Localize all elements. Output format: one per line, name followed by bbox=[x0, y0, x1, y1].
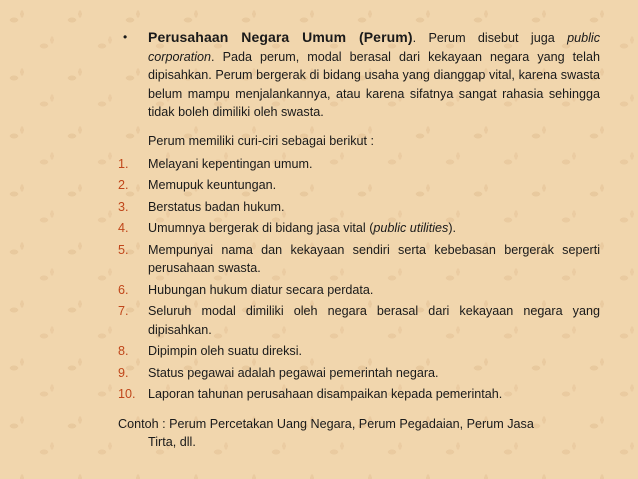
item-text: Dipimpin oleh suatu direksi. bbox=[148, 344, 302, 358]
example-paragraph bbox=[118, 415, 600, 452]
item-italic: public utilities bbox=[373, 221, 449, 235]
item-text: Mempunyai nama dan kekayaan sendiri serta kebebasan bergerak seperti perusahaan swasta. bbox=[148, 242, 600, 275]
item-number: 7. bbox=[118, 304, 129, 318]
example-line-2: Tirta, dll. bbox=[148, 435, 196, 449]
list-item bbox=[118, 241, 600, 278]
item-text: Seluruh modal dimiliki oleh negara berasal dari kekayaan negara yang dipisahkan. bbox=[148, 304, 600, 337]
item-text: Status pegawai adalah pegawai pemerintah negara. bbox=[148, 365, 439, 380]
example-line-1: Contoh : Perum Percetakan Uang Negara, Perum Pegadaian, Perum Jasa bbox=[118, 416, 534, 431]
item-number: 3. bbox=[118, 199, 129, 214]
list-item bbox=[118, 281, 600, 300]
bullet-icon: • bbox=[123, 30, 128, 44]
item-number: 10. bbox=[118, 387, 136, 401]
italic-term: public corporation bbox=[148, 31, 600, 64]
list-intro: Perum memiliki curi-ciri sebagai berikut : bbox=[148, 133, 375, 148]
item-text: Memupuk keuntungan. bbox=[148, 178, 277, 192]
list-item bbox=[118, 155, 600, 174]
list-item bbox=[118, 364, 600, 383]
item-number: 4. bbox=[118, 221, 129, 235]
item-text: Berstatus badan hukum. bbox=[148, 199, 285, 214]
item-number: 8. bbox=[118, 344, 129, 358]
item-number: 2. bbox=[118, 178, 129, 192]
item-text: Umumnya bergerak di bidang jasa vital ( bbox=[148, 221, 374, 235]
item-number: 1. bbox=[118, 156, 129, 171]
list-item bbox=[118, 198, 600, 217]
list-item bbox=[118, 342, 600, 361]
item-number: 6. bbox=[118, 282, 129, 297]
perum-definition bbox=[118, 28, 600, 122]
slide-content bbox=[118, 28, 600, 452]
list-item bbox=[118, 176, 600, 195]
list-item bbox=[118, 385, 600, 404]
title-suffix: . Perum disebut juga bbox=[412, 31, 568, 45]
characteristics-list bbox=[118, 155, 600, 404]
section-title: Perusahaan Negara Umum (Perum) bbox=[148, 29, 413, 45]
item-text-end: ). bbox=[448, 221, 457, 235]
item-text: Laporan tahunan perusahaan disampaikan kepada pemerintah. bbox=[148, 387, 503, 401]
list-item bbox=[118, 302, 600, 339]
item-number: 9. bbox=[118, 365, 129, 380]
item-text: Melayani kepentingan umum. bbox=[148, 156, 313, 171]
item-number: 5. bbox=[118, 242, 129, 257]
definition-body: . Pada perum, modal berasal dari kekayaan negara yang telah dipisahkan. Perum bergerak di bidang usaha yang dianggap vital, karena swasta belum mampu menjalankannya, atau karena sifatnya sangat rahasia sehingga tidak boleh dimiliki oleh swasta. bbox=[148, 49, 600, 119]
list-item bbox=[118, 219, 600, 238]
item-text: Hubungan hukum diatur secara perdata. bbox=[148, 282, 374, 297]
